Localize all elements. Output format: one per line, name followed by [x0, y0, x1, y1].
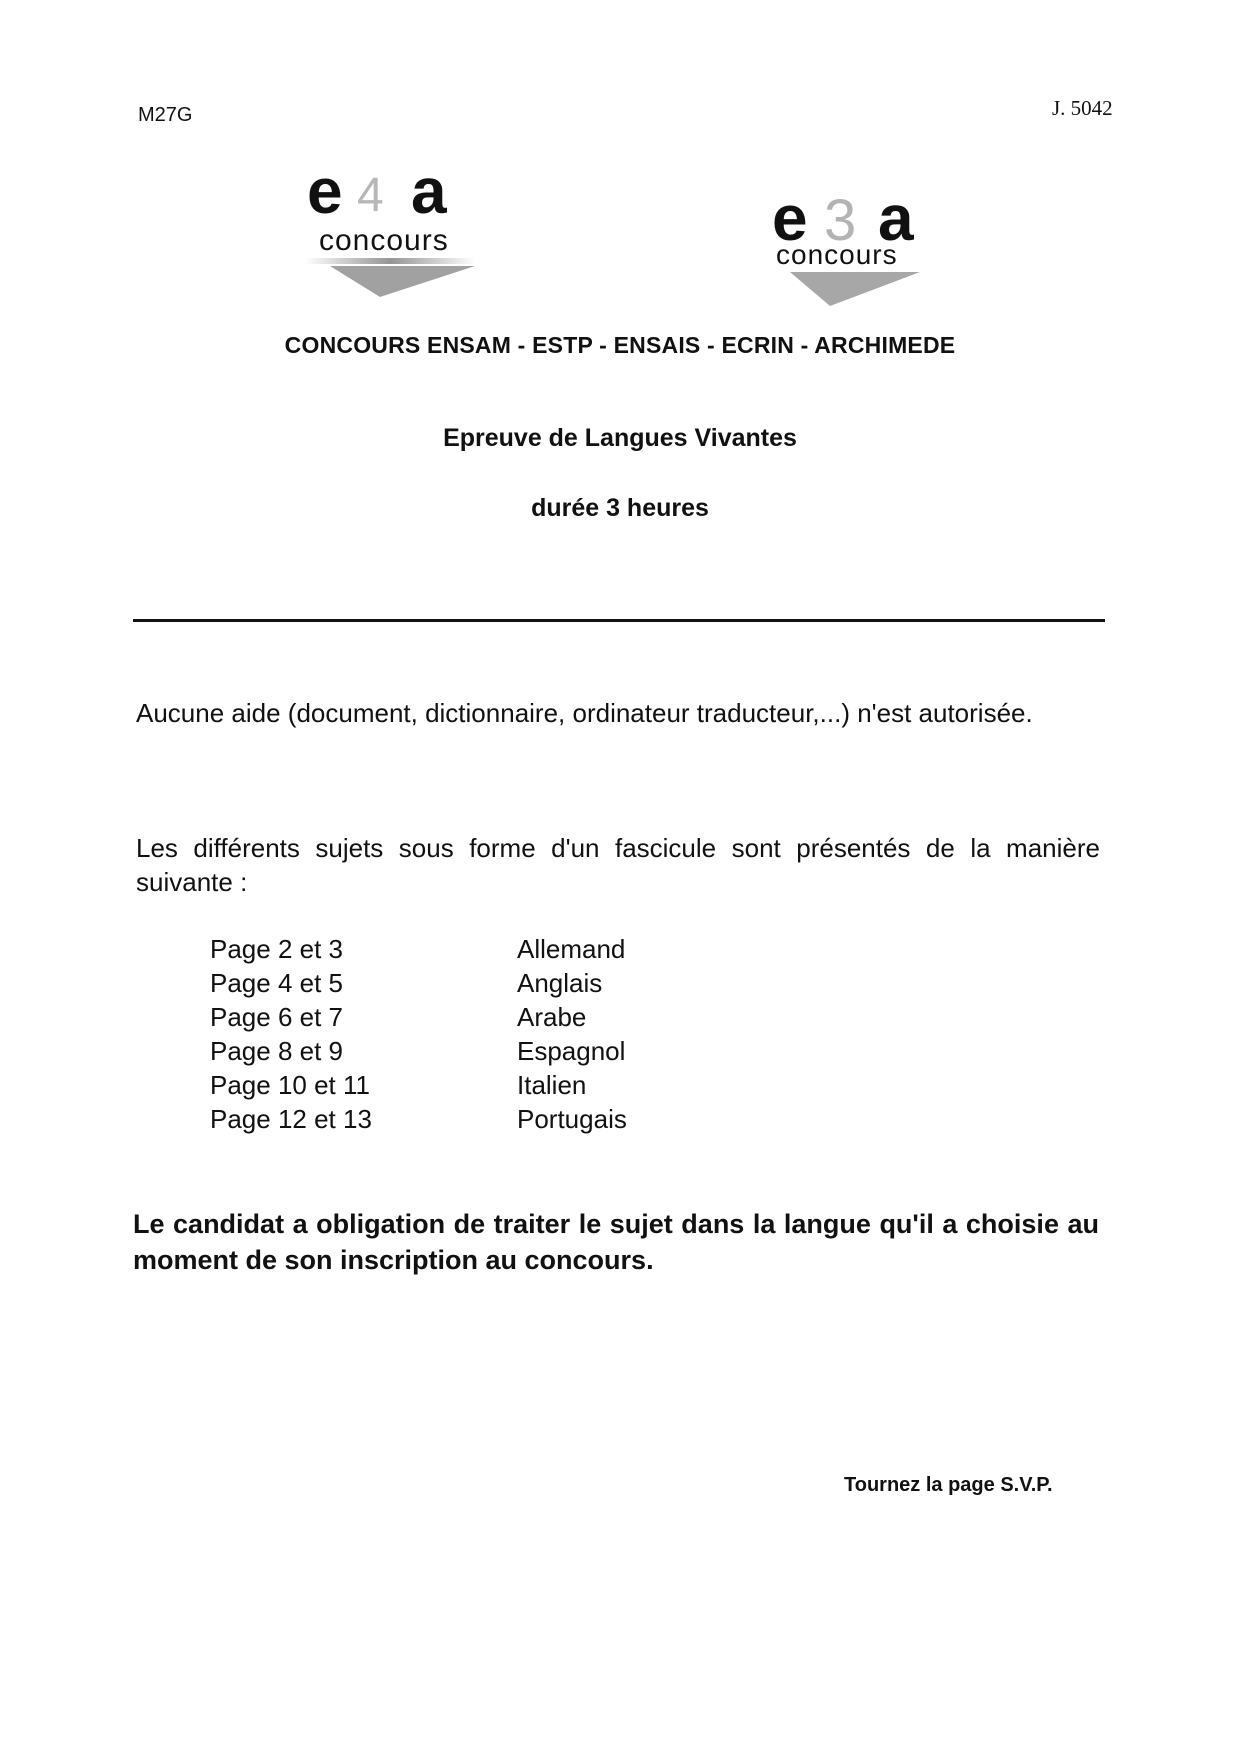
subject-pages: Page 4 et 5	[210, 968, 343, 998]
svg-text:a: a	[878, 182, 914, 254]
exam-title: Epreuve de Langues Vivantes	[443, 424, 797, 452]
subject-pages: Page 8 et 9	[210, 1036, 343, 1066]
svg-text:3: 3	[824, 188, 857, 253]
table-row	[210, 1102, 810, 1136]
svg-text:concours: concours	[776, 239, 898, 270]
e4a-logo	[305, 155, 505, 305]
subject-language: Arabe	[517, 1002, 587, 1032]
subject-pages: Page 10 et 11	[210, 1070, 370, 1100]
obligation-notice: Le candidat a obligation de traiter le sujet dans la langue qu'il a choisie au moment de son inscription au concours.	[133, 1209, 1099, 1275]
subject-pages: Page 6 et 7	[210, 1002, 343, 1032]
svg-text:a: a	[411, 155, 447, 227]
subjects-table	[210, 932, 810, 1136]
subject-pages: Page 2 et 3	[210, 934, 343, 964]
reference-number: J. 5042	[1052, 96, 1113, 120]
subject-language: Anglais	[517, 968, 603, 998]
table-row	[210, 1000, 810, 1034]
exam-duration: durée 3 heures	[531, 494, 709, 522]
concours-title: CONCOURS ENSAM - ESTP - ENSAIS - ECRIN - ARCHIMEDE	[284, 332, 956, 358]
table-row	[210, 932, 810, 966]
aid-notice: Aucune aide (document, dictionnaire, ordinateur traducteur,...) n'est autorisée.	[136, 698, 1033, 728]
table-row	[210, 1034, 810, 1068]
subject-language: Portugais	[517, 1104, 627, 1134]
table-row	[210, 966, 810, 1000]
svg-text:concours: concours	[319, 224, 449, 257]
document-code: M27G	[138, 104, 193, 126]
subject-language: Espagnol	[517, 1036, 626, 1066]
table-row	[210, 1068, 810, 1102]
svg-text:4: 4	[357, 169, 384, 222]
subject-language: Allemand	[517, 934, 626, 964]
separator-rule	[133, 619, 1105, 622]
turn-page-note: Tournez la page S.V.P.	[844, 1474, 1053, 1496]
subjects-intro: Les différents sujets sous forme d'un fascicule sont présentés de la manière suivante :	[136, 833, 1100, 897]
svg-text:e: e	[307, 155, 343, 227]
subject-language: Italien	[517, 1070, 587, 1100]
e3a-logo	[770, 180, 970, 330]
svg-text:e: e	[772, 182, 808, 254]
subject-pages: Page 12 et 13	[210, 1104, 372, 1134]
